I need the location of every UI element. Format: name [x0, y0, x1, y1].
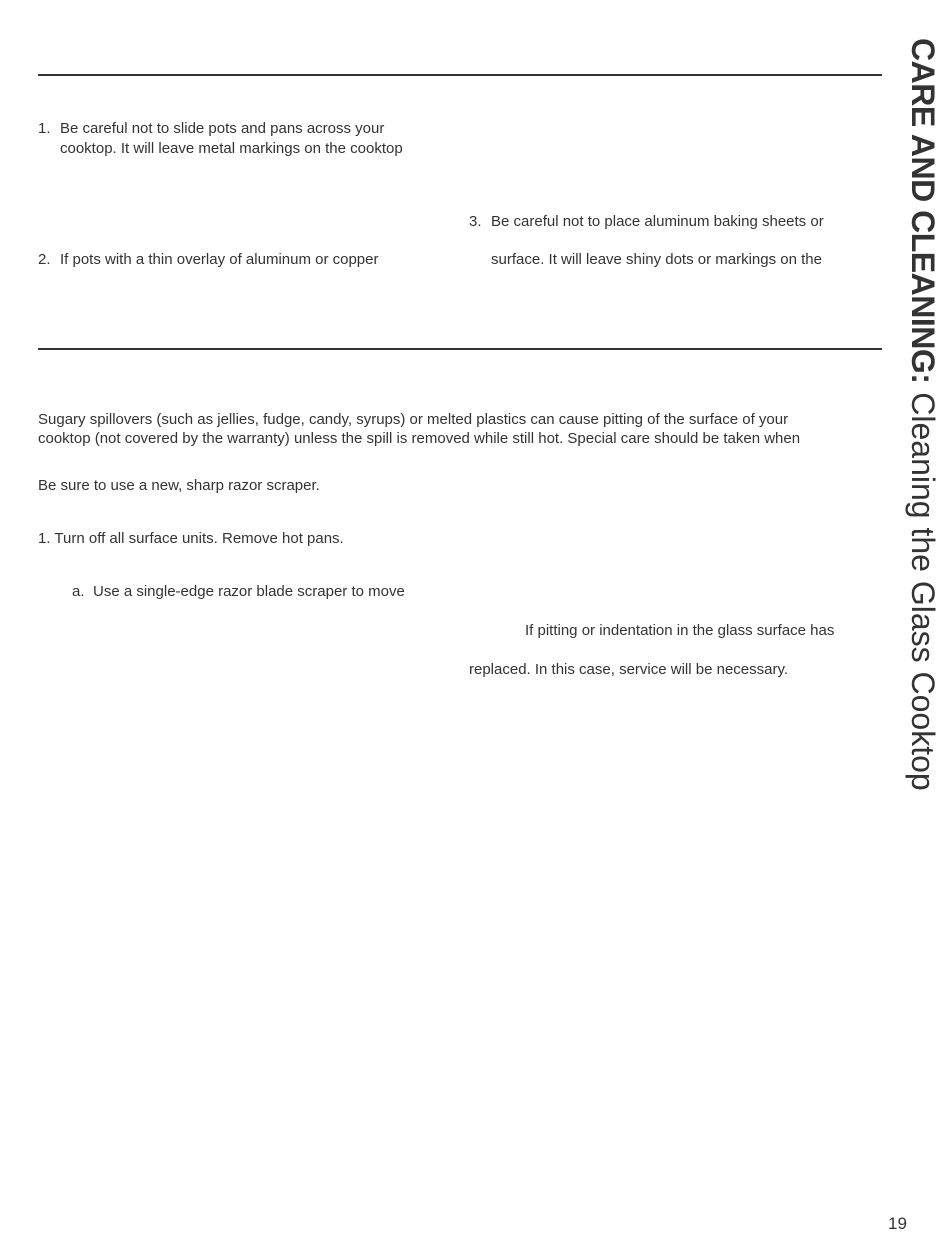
item-text: If pots with a thin overlay of aluminum or copper	[60, 251, 379, 268]
side-title-bold: CARE AND CLEANING:	[905, 38, 941, 384]
item-text: Be careful not to slide pots and pans across your	[60, 120, 385, 137]
item-number: 1.	[38, 120, 51, 137]
side-section-title	[905, 38, 941, 791]
side-title-light: Cleaning the Glass Cooktop	[905, 383, 941, 791]
section2-intro-line1: Sugary spillovers (such as jellies, fudge, candy, syrups) or melted plastics can cause pitting of the surface of your	[38, 411, 789, 428]
page-number: 19	[888, 1214, 907, 1233]
item-number: 3.	[469, 213, 482, 230]
pitting-line1: If pitting or indentation in the glass surface has	[525, 622, 835, 639]
step-1: 1. Turn off all surface units. Remove hot pans.	[38, 530, 344, 547]
razor-note: Be sure to use a new, sharp razor scraper.	[38, 477, 320, 494]
step-a	[72, 582, 405, 602]
section1-item-1-line2: cooktop. It will leave metal markings on the cooktop	[60, 140, 403, 157]
section2-intro-line2: cooktop (not covered by the warranty) unless the spill is removed while still hot. Special care should be taken when	[38, 430, 801, 447]
pitting-line2: replaced. In this case, service will be necessary.	[469, 661, 789, 678]
section1-item-1	[38, 119, 384, 139]
section1-item-3	[469, 212, 824, 232]
section1-item-3-line2: surface. It will leave shiny dots or markings on the	[491, 251, 822, 268]
item-text: Be careful not to place aluminum baking sheets or	[491, 213, 824, 230]
section1-item-2	[38, 250, 379, 270]
section2-top-rule	[38, 348, 882, 350]
section1-top-rule	[38, 74, 882, 76]
item-number: 2.	[38, 251, 51, 268]
step-text: Use a single-edge razor blade scraper to move	[93, 583, 405, 600]
step-letter: a.	[72, 583, 85, 600]
